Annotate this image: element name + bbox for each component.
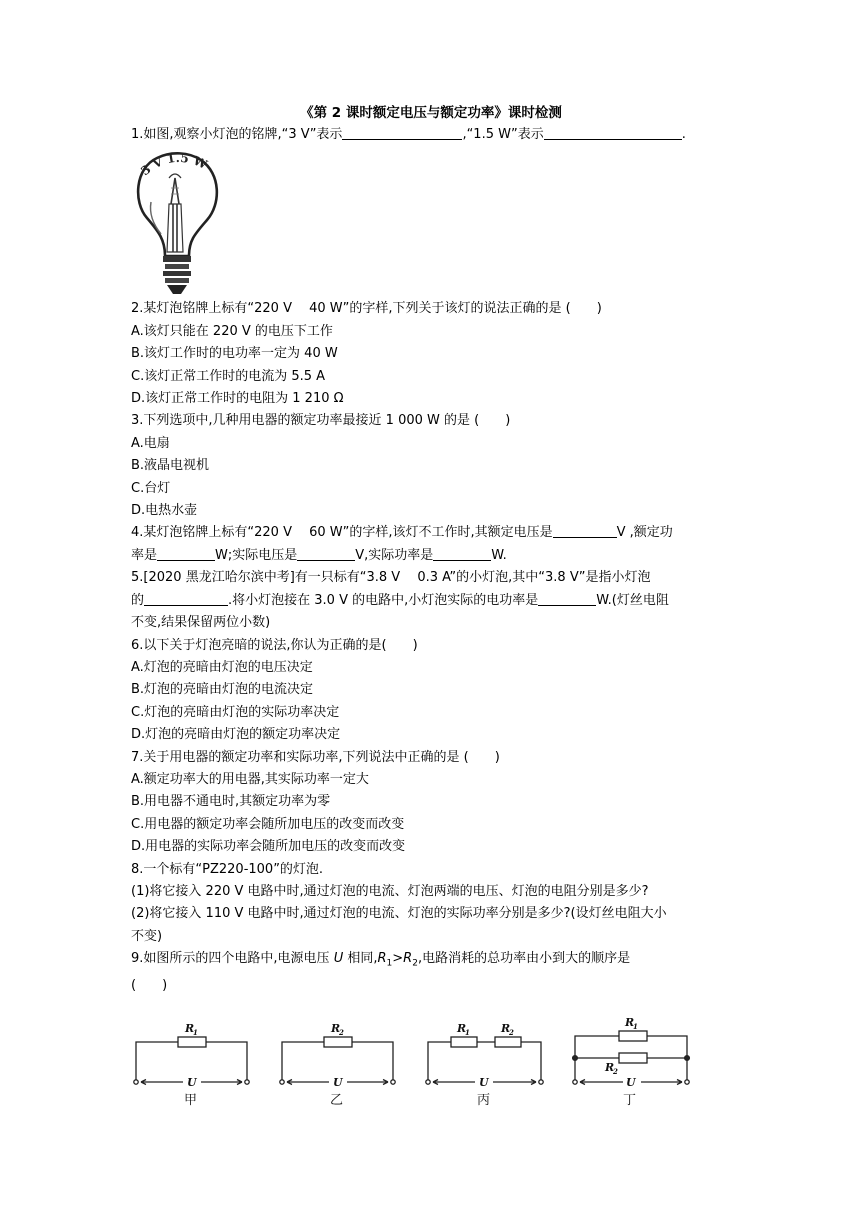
resistor-label: R (625, 1016, 635, 1029)
resistor-label: R (185, 1022, 195, 1035)
question-8: 8.一个标有“PZ220-100”的灯泡. (131, 861, 324, 877)
option-a[interactable]: A.灯泡的亮暗由灯泡的电压决定 (131, 659, 313, 675)
question-8-part-1: (1)将它接入 220 V 电路中时,通过灯泡的电流、灯泡两端的电压、灯泡的电阻分别是多少? (131, 883, 649, 899)
option-b[interactable]: B.该灯工作时的电功率一定为 40 W (131, 346, 338, 362)
question-2: 2.某灯泡铭牌上标有“220 V 40 W”的字样,下列关于该灯的说法正确的是 ( ) (131, 301, 602, 317)
circuit-name: 甲 (184, 1093, 198, 1108)
svg-text:1: 1 (193, 1028, 198, 1037)
question-5-note: 不变,结果保留两位小数) (131, 615, 271, 631)
question-7: 7.关于用电器的额定功率和实际功率,下列说法中正确的是 ( ) (131, 749, 500, 765)
svg-text:1: 1 (633, 1022, 638, 1031)
svg-text:2: 2 (613, 1067, 618, 1076)
question-4-cont: 率是 W;实际电压是 V,实际功率是 W. (131, 547, 507, 563)
answer-blank[interactable] (297, 546, 355, 561)
question-8-part-2-cont: 不变) (131, 928, 163, 944)
question-3: 3.下列选项中,几种用电器的额定功率最接近 1 000 W 的是 ( ) (131, 413, 511, 429)
worksheet (131, 102, 731, 998)
answer-blank[interactable] (544, 125, 682, 140)
circuit-name: 丁 (623, 1093, 637, 1108)
answer-bracket[interactable]: ( ) (131, 978, 168, 994)
answer-blank[interactable] (342, 125, 462, 140)
option-d[interactable]: D.该灯正常工作时的电阻为 1 210 Ω (131, 391, 344, 407)
svg-text:2: 2 (509, 1028, 514, 1037)
option-d[interactable]: D.灯泡的亮暗由灯泡的额定功率决定 (131, 727, 341, 743)
question-8-part-2: (2)将它接入 110 V 电路中时,通过灯泡的电流、灯泡的实际功率分别是多少?(设灯丝电阻大小 (131, 906, 667, 922)
resistor-label: R (331, 1022, 341, 1035)
question-6: 6.以下关于灯泡亮暗的说法,你认为正确的是( ) (131, 637, 418, 653)
svg-text:2: 2 (339, 1028, 344, 1037)
answer-blank[interactable] (157, 546, 215, 561)
option-c[interactable]: C.台灯 (131, 480, 171, 496)
question-4: 4.某灯泡铭牌上标有“220 V 60 W”的字样,该灯不工作时,其额定电压是 V ,额定功 (131, 525, 673, 541)
option-b[interactable]: B.液晶电视机 (131, 458, 210, 474)
voltage-label: U (187, 1076, 197, 1089)
resistor-label: R (605, 1061, 615, 1074)
circuit-diagrams (131, 1012, 741, 1112)
option-a[interactable]: A.该灯只能在 220 V 的电压下工作 (131, 323, 333, 339)
resistor-label: R (501, 1022, 511, 1035)
answer-blank[interactable] (144, 591, 228, 606)
resistor-label: R (457, 1022, 467, 1035)
question-5-cont: 的 .将小灯泡接在 3.0 V 的电路中,小灯泡实际的电功率是 W.(灯丝电阻 (131, 592, 669, 608)
circuit-name: 丙 (477, 1093, 491, 1108)
svg-text:1: 1 (465, 1028, 470, 1037)
option-c[interactable]: C.用电器的额定功率会随所加电压的改变而改变 (131, 816, 405, 832)
page-title: 《第 2 课时额定电压与额定功率》课时检测 (300, 105, 562, 121)
option-b[interactable]: B.用电器不通电时,其额定功率为零 (131, 794, 331, 810)
option-d[interactable]: D.电热水壶 (131, 503, 198, 519)
circuit-name: 乙 (330, 1093, 344, 1108)
answer-blank[interactable] (433, 546, 491, 561)
voltage-label: U (626, 1076, 636, 1089)
light-bulb-figure (131, 148, 223, 298)
voltage-label: U (333, 1076, 343, 1089)
question-9: 9.如图所示的四个电路中,电源电压 U 相同$,R_1>R_2$,电路消耗的总功率由小到大的顺序是 (131, 951, 631, 969)
option-c[interactable]: C.灯泡的亮暗由灯泡的实际功率决定 (131, 704, 340, 720)
voltage-label: U (479, 1076, 489, 1089)
question-1: 1.如图,观察小灯泡的铭牌,“3 V”表示 ,“1.5 W”表示 . (131, 127, 686, 142)
option-d[interactable]: D.用电器的实际功率会随所加电压的改变而改变 (131, 839, 406, 855)
option-a[interactable]: A.额定功率大的用电器,其实际功率一定大 (131, 771, 369, 787)
option-b[interactable]: B.灯泡的亮暗由灯泡的电流决定 (131, 682, 314, 698)
option-a[interactable]: A.电扇 (131, 435, 170, 451)
bulb-rating-label: 3 V 1.5 W (138, 151, 210, 179)
question-5: 5.[2020 黑龙江哈尔滨中考]有一只标有“3.8 V 0.3 A”的小灯泡,其中“3.8 V”是指小灯泡 (131, 570, 651, 586)
answer-blank[interactable] (538, 591, 596, 606)
answer-blank[interactable] (553, 523, 617, 538)
option-c[interactable]: C.该灯正常工作时的电流为 5.5 A (131, 368, 326, 384)
